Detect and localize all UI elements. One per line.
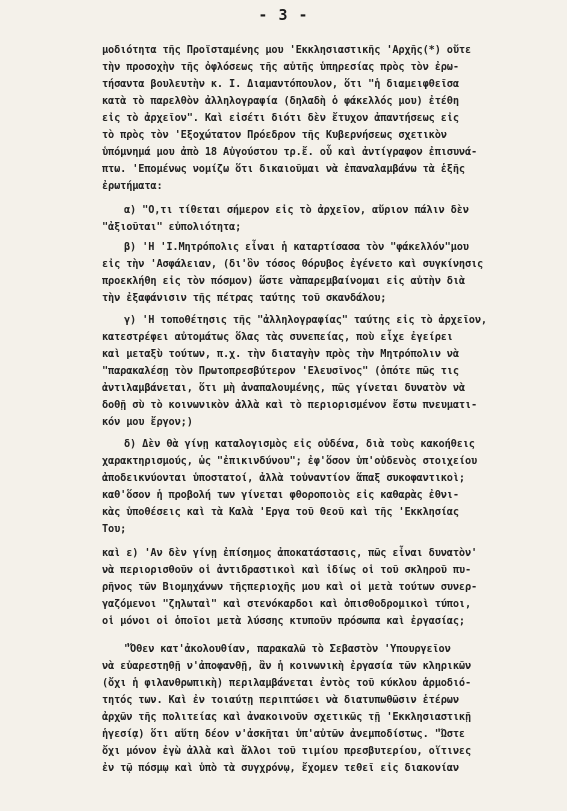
- text-line: μοδιότητα τῆς Προϊσταμένης μου 'Εκκλησιαστικῆς 'Αρχῆς(*) οὔτε: [102, 44, 472, 56]
- text-line: κατὰ τὸ παρελθὸν ἀλληλογραφία (δηλαδὴ ὁ φάκελλός μου) ἐτέθη: [102, 95, 459, 107]
- text-line: πτω. 'Επομένως νομίζω ὅτι δικαιοῦμαι νὰ ἐπαναλαμβάνω τὰ ἑξῆς: [102, 163, 465, 175]
- text-line: (ὄχι ἡ φιλανθρωπικὴ) περιλαμβάνεται ἐντὸς τοῦ κύκλου ἁρμοδιό-: [102, 677, 472, 689]
- page-number: - 3 -: [258, 6, 309, 24]
- text-line: γ) 'Η τοποθέτησις τῆς "ἀλληλογραφίας" ταύτης εἰς τὸ ἀρχεῖον,: [124, 314, 487, 326]
- text-line: γαζόμενοι "ζηλωταὶ" καὶ στενόκαρδοι καὶ ὀπισθοδρομικοὶ τύποι,: [102, 598, 472, 610]
- text-line: οἱ μόνοι οἱ ὁποῖοι μετὰ λύσσης κτυποῦν πρόσωπα καὶ ἐργασίας;: [102, 615, 465, 627]
- text-line: ἀντιλαμβάνεται, ὅτι μὴ ἀναπαλουμένης, πῶς γίνεται δυνατὸν νὰ: [102, 382, 465, 394]
- text-line: δ) Δὲν θὰ γίνῃ καταλογισμὸς εἰς οὐδένα, διὰ τοὺς κακοήθεις: [124, 438, 475, 450]
- text-line: καὶ μεταξὺ τούτων, π.χ. τὴν διαταγὴν πρὸς τὴν Μητρόπολιν νὰ: [102, 348, 459, 360]
- text-line: ὄχι μόνον ἐγὼ ἀλλὰ καὶ ἄλλοι τοῦ τιμίου πρεσβυτερίου, οἵτινες: [102, 745, 472, 757]
- text-line: κατεστρέφει αὐτομάτως ὅλας τὰς συνεπείας, ποὺ εἶχε ἐγείρει: [102, 331, 453, 343]
- text-line: εἰς τὴν 'Ασφάλειαν, (δι'ὃν τόσος θόρυβος ἐγένετο καὶ συγκίνησις: [102, 258, 484, 270]
- text-line: ἐν τῷ πόσμῳ καὶ ὑπὸ τὰ συγχρόνῳ, ἔχομεν τεθεῖ εἰς διακονίαν: [102, 762, 459, 774]
- text-line: Του;: [102, 523, 127, 535]
- text-line: τητός των. Καὶ ἐν τοιαύτῃ περιπτώσει νὰ διατυπωθῶσιν ἑτέρων: [102, 694, 459, 706]
- text-line: "παρακαλέσῃ τὸν Πρωτοπρεσβύτερον 'Ελευσῖνος" (ὁπότε πῶς τις: [102, 365, 459, 377]
- text-line: νὰ περιορισθοῦν οἱ ἀντιδραστικοὶ καὶ ἰδίως οἱ τοῦ σκληροῦ πυ-: [102, 564, 472, 576]
- text-line: καὶ ε) 'Αν δὲν γίνῃ ἐπίσημος ἀποκατάστασις, πῶς εἶναι δυνατὸν': [102, 547, 478, 559]
- text-line: κὰς ὑποθέσεις καὶ τὰ Καλὰ 'Εργα τοῦ Θεοῦ καὶ τῆς 'Εκκλησίας: [102, 506, 459, 518]
- text-line: εἰς τὸ ἀρχεῖον". Καὶ εἰσέτι διότι δὲν ἔτυχον ἀπαντήσεως εἰς: [102, 112, 459, 124]
- text-line: καθ'ὅσον ἡ προβολή των γίνεται φθοροποιὸς εἰς καθαρὰς ἐθνι-: [102, 489, 459, 501]
- text-line: τήσαντα βουλευτὴν κ. Ι. Διαμαντόπουλον, ὅτι "ἡ διαμειφθεῖσα: [102, 78, 459, 90]
- text-line: τὸ πρὸς τὸν 'Εξοχώτατον Πρόεδρον τῆς Κυβερνήσεως σχετικὸν: [102, 129, 447, 141]
- text-line: "Ὅθεν κατ'ἀκολουθίαν, παρακαλῶ τὸ Σεβαστὸν 'Υπουργεῖον: [124, 643, 451, 655]
- text-line: β) 'Η 'Ι.Μητρόπολις εἶναι ἡ καταρτίσασα τὸν "φάκελλόν"μου: [124, 241, 469, 253]
- text-line: δοθῇ σὺ τὸ κοινωνικὸν ἀλλὰ καὶ τὸ περιορισμένον ἔστω πνευματι-: [102, 399, 478, 411]
- text-line: "ἀξιοῦται" εὐπολιότητα;: [102, 221, 242, 233]
- text-line: ἀρχῶν τῆς πολιτείας καὶ ἀνακοινοῦν σχετικῶς τῇ 'Εκκλησιαστικῇ: [102, 711, 472, 723]
- text-line: χαρακτηρισμούς, ὡς "ἐπικινδύνου"; ἐφ'ὅσον ὑπ'οὐδενὸς στοιχείου: [102, 455, 478, 467]
- text-line: α) "Ο,τι τίθεται σήμερον εἰς τὸ ἀρχεῖον, αὔριον πάλιν δὲν: [124, 204, 469, 216]
- text-line: ἐρωτήματα:: [102, 180, 163, 192]
- text-line: ρῆνος τῶν Βιομηχάνων τῆςπεριοχῆς μου καὶ οἱ μετὰ τούτων συνερ-: [102, 581, 478, 593]
- text-line: νὰ εὐαρεστηθῇ ν'ἀποφανθῇ, ἂν ἡ κοινωνικὴ ἐργασία τῶν κληρικῶν: [102, 660, 472, 672]
- text-line: τὴν ἐξαφάνισιν τῆς πέτρας ταύτης τοῦ σκανδάλου;: [102, 292, 387, 304]
- text-line: τὴν προσοχὴν τῆς ὀφλόσεως τῆς αὐτῆς ὑπηρεσίας πρὸς τὸν ἐρω-: [102, 61, 459, 73]
- text-line: ἡγεσίᾳ) ὅτι αὕτη δέον ν'ἀσκῆται ὑπ'αὐτῶν ἀνεμποδίστως. "Ὥστε: [102, 728, 465, 740]
- text-line: ὑπόμνημά μου ἀπὸ 18 Αὐγούστου τρ.ἔ. οὗ καὶ ἀντίγραφον ἐπισυνά-: [102, 146, 478, 158]
- text-line: κόν μου ἔργον;): [102, 416, 193, 428]
- text-line: προεκλήθη εἰς τὸν πόσμον) ὥστε νὰπαρεμβαίνομαι εἰς αὐτὴν διὰ: [102, 275, 465, 287]
- text-line: ἀποδεικνύονται ὑποστατοί, ἀλλὰ τοὐναντίον ἅπαξ συκοφαντικοὶ;: [102, 472, 465, 484]
